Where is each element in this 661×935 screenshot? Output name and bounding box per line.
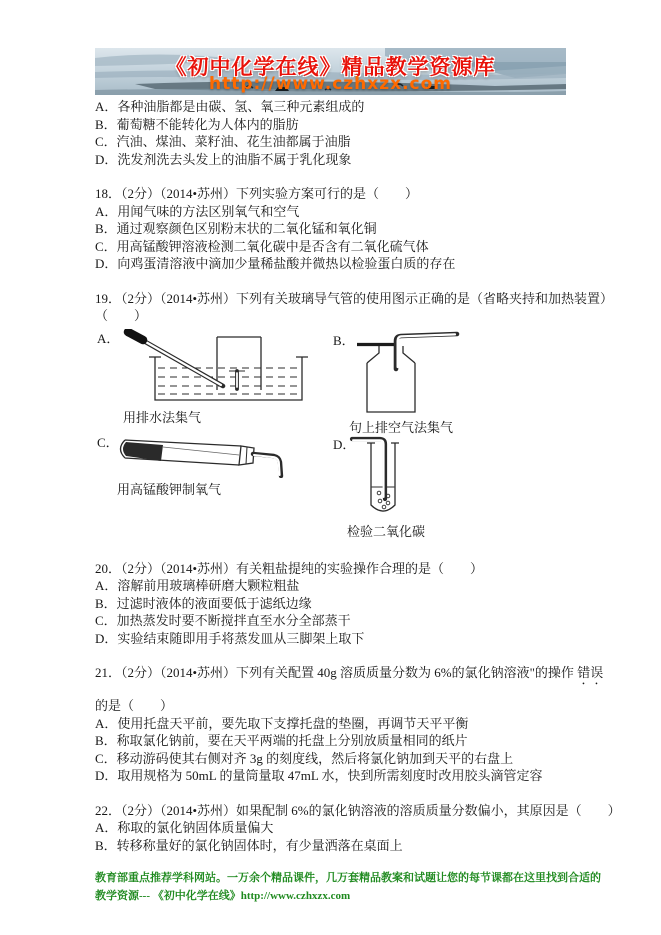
figure-caption: 用排水法集气 <box>123 409 202 425</box>
question-stem-answer-blank: （ ） <box>95 308 148 323</box>
question-stem: 18．（2分）（2014•苏州）下列实验方案可行的是（ ） <box>95 186 419 201</box>
option-line: A．用闻气味的方法区别氧气和空气 <box>95 203 300 219</box>
banner-url: http://www.czhxzx.com <box>208 74 453 94</box>
option-line: C．移动游码使其右侧对齐 3g 的刻度线，然后将氯化钠加到天平的右盘上 <box>95 750 514 766</box>
option-line: C．汽油、煤油、菜籽油、花生油都属于油脂 <box>95 134 351 149</box>
option-line: A．使用托盘天平前，要先取下支撑托盘的垫圈，再调节天平平衡 <box>95 715 469 731</box>
emphasized-word: 错误 <box>577 665 604 680</box>
figure-label: D． <box>333 436 356 452</box>
option-line: C．加热蒸发时要不断搅拌直至水分全部蒸干 <box>95 613 351 628</box>
document-content <box>95 48 621 905</box>
footer-promo-text: 教育部重点推荐学科网站。一万余个精品课件，几万套精品教案和试题让您的每节课都在这里找到合适的 <box>95 872 601 884</box>
question-20 <box>95 560 571 648</box>
water-displacement-collection-diagram <box>115 329 320 405</box>
question-stem <box>95 664 604 688</box>
question-stem: 22．（2分）（2014•苏州）如果配制 6%的氯化钠溶液的溶质质量分数偏小，其原因是（ ） <box>95 802 621 818</box>
option-line: B．通过观察颜色区别粉末状的二氧化锰和氧化铜 <box>95 221 377 236</box>
question-stem: 19．（2分）（2014•苏州）下列有关玻璃导气管的使用图示正确的是（省略夹持和加热装置） <box>95 290 614 306</box>
option-line: D．取用规格为 50mL 的量筒量取 47mL 水，快到所需刻度时改用胶头滴管定容 <box>95 768 543 783</box>
gas-bottle-air-displacement-diagram <box>349 331 464 415</box>
figure-caption: 句上排空气法集气 <box>349 419 454 435</box>
kmno4-oxygen-generator-diagram <box>113 433 298 478</box>
figure-label: C． <box>97 434 119 450</box>
question-stem: 20．（2分）（2014•苏州）有关粗盐提纯的实验操作合理的是（ ） <box>95 560 484 576</box>
option-line: D．向鸡蛋清溶液中滴加少量稀盐酸并微热以检验蛋白质的存在 <box>95 256 456 271</box>
option-line: A．各种油脂都是由碳、氢、氧三种元素组成的 <box>95 99 365 114</box>
question-17-options <box>95 98 571 168</box>
question-19-figures <box>95 329 571 543</box>
option-line: B．葡萄糖不能转化为人体内的脂肪 <box>95 116 299 132</box>
question-22 <box>95 802 621 855</box>
option-line: B．转移称量好的氯化钠固体时，有少量洒落在桌面上 <box>95 837 403 853</box>
option-line: C．用高锰酸钾溶液检测二氧化碳中是否含有二氧化硫气体 <box>95 238 429 254</box>
figure-caption: 检验二氧化碳 <box>347 523 426 539</box>
question-stem-continued: 的是（ ） <box>95 698 174 713</box>
site-footer <box>95 870 601 905</box>
option-line: D．洗发剂洗去头发上的油脂不属于乳化现象 <box>95 151 352 167</box>
option-line: A．溶解前用玻璃棒研磨大颗粒粗盐 <box>95 578 300 593</box>
figure-caption: 用高锰酸钾制氧气 <box>117 481 222 497</box>
co2-test-tube-diagram <box>349 435 429 519</box>
option-line: D．实验结束随即用手将蒸发皿从三脚架上取下 <box>95 630 365 646</box>
question-21 <box>95 664 604 785</box>
footer-site-link: 教学资源--- 《初中化学在线》http://www.czhxzx.com <box>95 889 351 902</box>
banner-title: 《初中化学在线》精品教学资源库 <box>165 55 496 79</box>
header-banner <box>95 48 566 95</box>
option-line: B．称取氯化钠前，要在天平两端的托盘上分别放质量相同的纸片 <box>95 733 468 748</box>
figure-label: B． <box>333 332 355 348</box>
option-line: A．称取的氯化钠固体质量偏大 <box>95 820 274 835</box>
option-line: B．过滤时液体的液面要低于滤纸边缘 <box>95 595 312 611</box>
question-19 <box>95 290 614 543</box>
figure-label: A． <box>97 330 120 346</box>
question-stem-text: 21．（2分）（2014•苏州）下列有关配置 40g 溶质质量分数为 6%的氯化钠溶液"的操作 <box>95 665 578 680</box>
question-18 <box>95 185 571 273</box>
